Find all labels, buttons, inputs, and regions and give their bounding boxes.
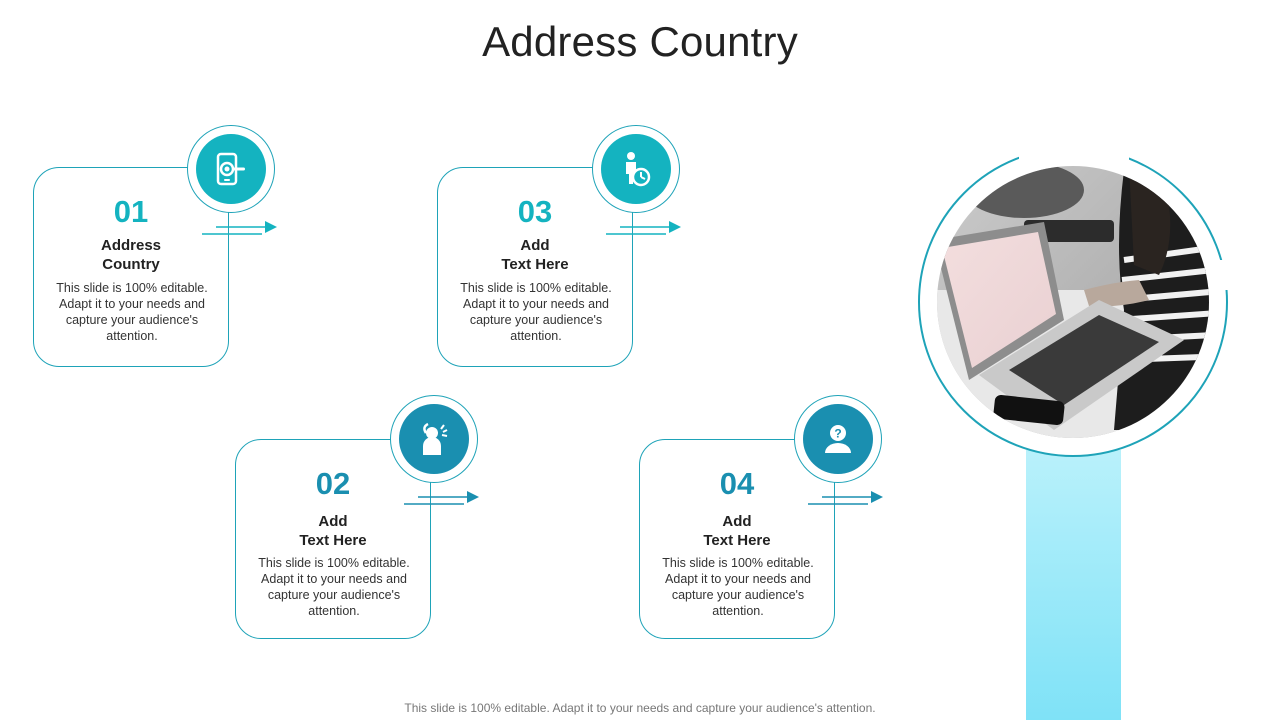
card-04-icon-ring bbox=[794, 395, 882, 483]
svg-text:?: ? bbox=[834, 426, 842, 441]
card-heading-line1: Address bbox=[100, 237, 162, 254]
card-body: This slide is 100% editable. Adapt it to your needs and capture your audience's attention. bbox=[460, 281, 612, 343]
card-03-arrow-icon bbox=[604, 218, 684, 238]
card-heading bbox=[438, 236, 632, 274]
card-01-arrow-icon bbox=[200, 218, 280, 238]
card-heading-line1: Add bbox=[722, 513, 752, 530]
card-02-icon-ring bbox=[390, 395, 478, 483]
photo-frame bbox=[914, 150, 1232, 468]
card-04-arrow-icon bbox=[806, 488, 886, 508]
confused-person-icon bbox=[399, 404, 469, 474]
card-03-icon-ring bbox=[592, 125, 680, 213]
card-heading bbox=[640, 512, 834, 550]
card-heading-line1: Add bbox=[520, 237, 550, 254]
footer-note: This slide is 100% editable. Adapt it to your needs and capture your audience's attention. bbox=[404, 701, 876, 715]
person-question-icon bbox=[803, 404, 873, 474]
card-number: 04 bbox=[719, 466, 755, 501]
card-heading-line1: Add bbox=[318, 513, 348, 530]
page-title: Address Country bbox=[482, 18, 798, 65]
card-heading-line2: Text Here bbox=[299, 532, 367, 549]
card-number: 03 bbox=[517, 194, 553, 229]
card-02-arrow-icon bbox=[402, 488, 482, 508]
card-heading bbox=[34, 236, 228, 274]
card-number: 01 bbox=[113, 194, 149, 229]
laptop-typing-photo bbox=[914, 150, 1232, 468]
card-number: 02 bbox=[315, 466, 351, 501]
mobile-search-icon bbox=[196, 134, 266, 204]
card-body: This slide is 100% editable. Adapt it to your needs and capture your audience's attention. bbox=[56, 281, 208, 343]
card-heading-line2: Country bbox=[102, 256, 160, 273]
card-body: This slide is 100% editable. Adapt it to your needs and capture your audience's attention. bbox=[662, 556, 814, 618]
card-heading-line2: Text Here bbox=[703, 532, 771, 549]
card-heading bbox=[236, 512, 430, 550]
decorative-bar bbox=[1026, 450, 1121, 720]
card-01-icon-ring bbox=[187, 125, 275, 213]
card-heading-line2: Text Here bbox=[501, 256, 569, 273]
person-clock-icon bbox=[601, 134, 671, 204]
card-body: This slide is 100% editable. Adapt it to your needs and capture your audience's attention. bbox=[258, 556, 410, 618]
